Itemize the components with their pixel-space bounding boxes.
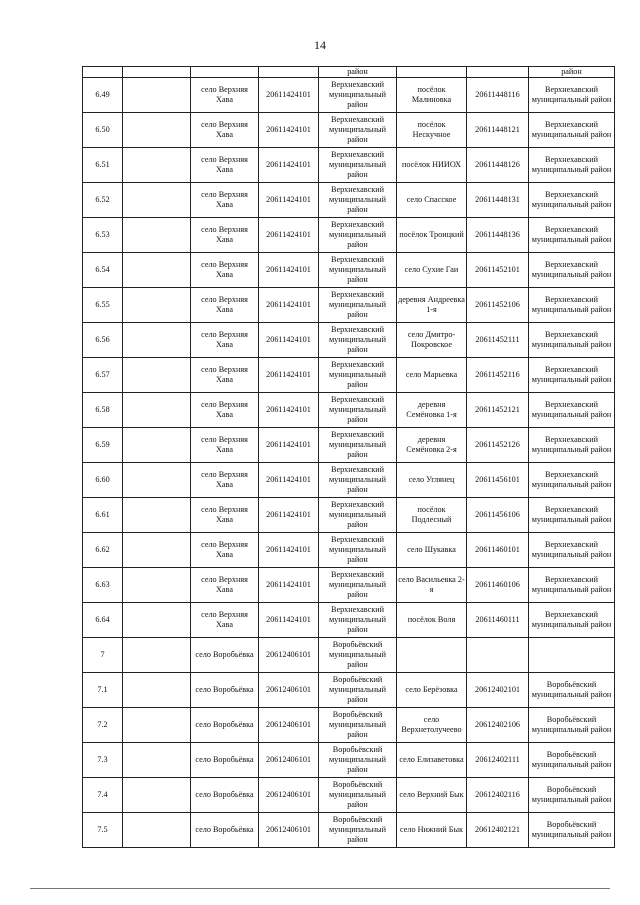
cell-settlement-code: 20611452116 [467, 358, 529, 393]
cell-number: 6.52 [83, 183, 123, 218]
cell-settlement-district: Верхнехавский муниципальный район [529, 603, 615, 638]
table-row [83, 253, 615, 288]
cell-oktmo: 20611424101 [259, 148, 319, 183]
table-row [83, 533, 615, 568]
cell-settlement-district: Воробьёвский муниципальный район [529, 708, 615, 743]
cell-settlement [397, 67, 467, 78]
cell-oktmo: 20611424101 [259, 568, 319, 603]
cell-settlement-district: Верхнехавский муниципальный район [529, 113, 615, 148]
cell-settlement-code: 20611452111 [467, 323, 529, 358]
page-number: 14 [314, 38, 326, 52]
cell-number: 6.64 [83, 603, 123, 638]
cell-center-name: село Воробьёвка [191, 638, 259, 673]
table-row [83, 358, 615, 393]
cell-settlement-code [467, 638, 529, 673]
table-row [83, 183, 615, 218]
cell-oktmo: 20611424101 [259, 498, 319, 533]
table-row [83, 673, 615, 708]
cell-settlement-code: 20611448121 [467, 113, 529, 148]
cell-center-name: село Верхняя Хава [191, 218, 259, 253]
cell-number: 7.2 [83, 708, 123, 743]
cell-oktmo: 20611424101 [259, 288, 319, 323]
cell-number: 7 [83, 638, 123, 673]
cell-district: Воробьёвский муниципальный район [319, 638, 397, 673]
cell-code-a [123, 78, 191, 113]
cell-oktmo: 20611424101 [259, 603, 319, 638]
cell-settlement: село Елизаветовка [397, 743, 467, 778]
cell-center-name: село Верхняя Хава [191, 568, 259, 603]
cell-settlement-district: Воробьёвский муниципальный район [529, 673, 615, 708]
cell-number: 6.51 [83, 148, 123, 183]
cell-settlement: посёлок НИИОХ [397, 148, 467, 183]
cell-number: 6.63 [83, 568, 123, 603]
cell-district: Верхнехавский муниципальный район [319, 183, 397, 218]
cell-district: Верхнехавский муниципальный район [319, 603, 397, 638]
cell-settlement-district: Воробьёвский муниципальный район [529, 813, 615, 848]
cell-settlement: деревня Андреевка 1-я [397, 288, 467, 323]
table-row [83, 78, 615, 113]
cell-code-a [123, 218, 191, 253]
cell-district: Верхнехавский муниципальный район [319, 148, 397, 183]
cell-district: Воробьёвский муниципальный район [319, 778, 397, 813]
cell-number: 6.61 [83, 498, 123, 533]
cell-settlement-district: Верхнехавский муниципальный район [529, 463, 615, 498]
cell-settlement-code: 20611448116 [467, 78, 529, 113]
settlements-table [82, 66, 615, 848]
cell-settlement: село Углянец [397, 463, 467, 498]
cell-settlement-district: Верхнехавский муниципальный район [529, 568, 615, 603]
cell-center-name: село Воробьёвка [191, 778, 259, 813]
cell-district: Воробьёвский муниципальный район [319, 813, 397, 848]
cell-district: Верхнехавский муниципальный район [319, 358, 397, 393]
cell-center-name: село Верхняя Хава [191, 183, 259, 218]
cell-district: Верхнехавский муниципальный район [319, 393, 397, 428]
table-row [83, 393, 615, 428]
cell-number: 7.4 [83, 778, 123, 813]
cell-district: район [319, 67, 397, 78]
cell-settlement-district: Верхнехавский муниципальный район [529, 323, 615, 358]
cell-code-a [123, 393, 191, 428]
cell-settlement-code: 20611456106 [467, 498, 529, 533]
cell-oktmo: 20611424101 [259, 78, 319, 113]
cell-number: 6.59 [83, 428, 123, 463]
cell-settlement-district: Верхнехавский муниципальный район [529, 358, 615, 393]
cell-center-name: село Верхняя Хава [191, 358, 259, 393]
cell-district: Верхнехавский муниципальный район [319, 113, 397, 148]
cell-settlement-district: Верхнехавский муниципальный район [529, 498, 615, 533]
cell-settlement-code: 20611448126 [467, 148, 529, 183]
cell-code-a [123, 183, 191, 218]
cell-number [83, 67, 123, 78]
cell-oktmo: 20611424101 [259, 463, 319, 498]
cell-settlement-district [529, 638, 615, 673]
cell-center-name: село Верхняя Хава [191, 603, 259, 638]
cell-settlement: деревня Семёновка 1-я [397, 393, 467, 428]
cell-center-name: село Верхняя Хава [191, 393, 259, 428]
cell-settlement-code: 20612402111 [467, 743, 529, 778]
cell-settlement-code: 20611452106 [467, 288, 529, 323]
cell-settlement: село Берёзовка [397, 673, 467, 708]
cell-settlement: село Шукавка [397, 533, 467, 568]
cell-oktmo: 20611424101 [259, 323, 319, 358]
cell-code-a [123, 603, 191, 638]
cell-settlement-district: Воробьёвский муниципальный район [529, 778, 615, 813]
cell-code-a [123, 67, 191, 78]
cell-settlement-code: 20612402106 [467, 708, 529, 743]
table-row [83, 778, 615, 813]
cell-settlement-district: Верхнехавский муниципальный район [529, 428, 615, 463]
cell-oktmo: 20612406101 [259, 743, 319, 778]
cell-district: Верхнехавский муниципальный район [319, 568, 397, 603]
cell-number: 7.5 [83, 813, 123, 848]
cell-settlement-district: Верхнехавский муниципальный район [529, 393, 615, 428]
cell-oktmo: 20612406101 [259, 813, 319, 848]
cell-center-name [191, 67, 259, 78]
cell-settlement-district: Верхнехавский муниципальный район [529, 288, 615, 323]
table-row-continued [83, 67, 615, 78]
cell-code-a [123, 533, 191, 568]
cell-district: Верхнехавский муниципальный район [319, 218, 397, 253]
table-row [83, 603, 615, 638]
table-row [83, 148, 615, 183]
cell-district: Верхнехавский муниципальный район [319, 78, 397, 113]
cell-settlement: село Марьевка [397, 358, 467, 393]
cell-number: 6.60 [83, 463, 123, 498]
table-row [83, 708, 615, 743]
table-row [83, 288, 615, 323]
cell-settlement-code: 20611452101 [467, 253, 529, 288]
cell-settlement: село Спасское [397, 183, 467, 218]
cell-code-a [123, 743, 191, 778]
cell-oktmo: 20611424101 [259, 183, 319, 218]
cell-code-a [123, 148, 191, 183]
cell-code-a [123, 113, 191, 148]
cell-district: Верхнехавский муниципальный район [319, 253, 397, 288]
table-row [83, 813, 615, 848]
cell-settlement [397, 638, 467, 673]
cell-center-name: село Воробьёвка [191, 708, 259, 743]
cell-settlement-code [467, 67, 529, 78]
cell-center-name: село Верхняя Хава [191, 533, 259, 568]
cell-code-a [123, 778, 191, 813]
cell-settlement: село Верхнетолучеево [397, 708, 467, 743]
cell-settlement-code: 20611460106 [467, 568, 529, 603]
cell-oktmo: 20611424101 [259, 113, 319, 148]
cell-district: Верхнехавский муниципальный район [319, 463, 397, 498]
cell-settlement: посёлок Подлесный [397, 498, 467, 533]
cell-code-a [123, 673, 191, 708]
cell-settlement-district: Воробьёвский муниципальный район [529, 743, 615, 778]
cell-number: 6.49 [83, 78, 123, 113]
cell-code-a [123, 813, 191, 848]
cell-number: 6.50 [83, 113, 123, 148]
cell-settlement: село Сухие Гаи [397, 253, 467, 288]
cell-code-a [123, 498, 191, 533]
cell-code-a [123, 708, 191, 743]
cell-number: 6.55 [83, 288, 123, 323]
cell-code-a [123, 638, 191, 673]
cell-settlement-district: Верхнехавский муниципальный район [529, 183, 615, 218]
cell-settlement-district: Верхнехавский муниципальный район [529, 148, 615, 183]
cell-center-name: село Воробьёвка [191, 743, 259, 778]
cell-settlement: посёлок Троицкий [397, 218, 467, 253]
cell-oktmo: 20612406101 [259, 778, 319, 813]
cell-district: Верхнехавский муниципальный район [319, 533, 397, 568]
table-row [83, 568, 615, 603]
cell-center-name: село Верхняя Хава [191, 148, 259, 183]
cell-code-a [123, 323, 191, 358]
cell-settlement-district: Верхнехавский муниципальный район [529, 78, 615, 113]
cell-code-a [123, 568, 191, 603]
cell-center-name: село Воробьёвка [191, 673, 259, 708]
cell-settlement-district: Верхнехавский муниципальный район [529, 253, 615, 288]
table-row [83, 113, 615, 148]
cell-center-name: село Воробьёвка [191, 813, 259, 848]
table-row [83, 428, 615, 463]
cell-settlement-code: 20611460101 [467, 533, 529, 568]
cell-district: Верхнехавский муниципальный район [319, 288, 397, 323]
cell-settlement-code: 20611452121 [467, 393, 529, 428]
cell-settlement-code: 20612402116 [467, 778, 529, 813]
cell-settlement: посёлок Нескучное [397, 113, 467, 148]
cell-oktmo: 20611424101 [259, 218, 319, 253]
cell-center-name: село Верхняя Хава [191, 428, 259, 463]
cell-code-a [123, 428, 191, 463]
cell-settlement: село Верхний Бык [397, 778, 467, 813]
cell-settlement-code: 20611448131 [467, 183, 529, 218]
cell-district: Воробьёвский муниципальный район [319, 743, 397, 778]
table-row [83, 743, 615, 778]
cell-settlement: деревня Семёновка 2-я [397, 428, 467, 463]
cell-number: 7.3 [83, 743, 123, 778]
cell-number: 6.56 [83, 323, 123, 358]
cell-number: 6.57 [83, 358, 123, 393]
cell-number: 6.54 [83, 253, 123, 288]
cell-settlement: село Васильевка 2-я [397, 568, 467, 603]
footer-rule [30, 888, 610, 889]
table-row [83, 323, 615, 358]
cell-settlement: село Нижний Бык [397, 813, 467, 848]
cell-settlement-district: Верхнехавский муниципальный район [529, 218, 615, 253]
cell-district: Воробьёвский муниципальный район [319, 708, 397, 743]
cell-code-a [123, 463, 191, 498]
cell-settlement-district: район [529, 67, 615, 78]
cell-settlement-code: 20612402101 [467, 673, 529, 708]
cell-district: Воробьёвский муниципальный район [319, 673, 397, 708]
cell-number: 6.53 [83, 218, 123, 253]
cell-center-name: село Верхняя Хава [191, 78, 259, 113]
cell-oktmo: 20612406101 [259, 673, 319, 708]
table-row [83, 463, 615, 498]
cell-district: Верхнехавский муниципальный район [319, 323, 397, 358]
cell-center-name: село Верхняя Хава [191, 463, 259, 498]
cell-number: 6.58 [83, 393, 123, 428]
table-row [83, 638, 615, 673]
cell-code-a [123, 288, 191, 323]
cell-code-a [123, 253, 191, 288]
cell-settlement-code: 20611460111 [467, 603, 529, 638]
table-row [83, 498, 615, 533]
cell-oktmo: 20611424101 [259, 253, 319, 288]
cell-settlement-code: 20611452126 [467, 428, 529, 463]
cell-oktmo: 20612406101 [259, 638, 319, 673]
table-row [83, 218, 615, 253]
cell-settlement: посёлок Воля [397, 603, 467, 638]
cell-settlement-code: 20611456101 [467, 463, 529, 498]
cell-settlement-code: 20612402121 [467, 813, 529, 848]
cell-district: Верхнехавский муниципальный район [319, 498, 397, 533]
cell-settlement-district: Верхнехавский муниципальный район [529, 533, 615, 568]
cell-oktmo: 20611424101 [259, 533, 319, 568]
table-body [83, 67, 615, 848]
cell-center-name: село Верхняя Хава [191, 498, 259, 533]
cell-center-name: село Верхняя Хава [191, 323, 259, 358]
cell-settlement: село Дмитро-Покровское [397, 323, 467, 358]
cell-number: 6.62 [83, 533, 123, 568]
cell-oktmo: 20611424101 [259, 358, 319, 393]
cell-number: 7.1 [83, 673, 123, 708]
cell-oktmo [259, 67, 319, 78]
cell-oktmo: 20611424101 [259, 428, 319, 463]
cell-code-a [123, 358, 191, 393]
cell-oktmo: 20611424101 [259, 393, 319, 428]
cell-center-name: село Верхняя Хава [191, 288, 259, 323]
cell-district: Верхнехавский муниципальный район [319, 428, 397, 463]
cell-center-name: село Верхняя Хава [191, 253, 259, 288]
cell-settlement-code: 20611448136 [467, 218, 529, 253]
cell-oktmo: 20612406101 [259, 708, 319, 743]
cell-center-name: село Верхняя Хава [191, 113, 259, 148]
cell-settlement: посёлок Малиновка [397, 78, 467, 113]
